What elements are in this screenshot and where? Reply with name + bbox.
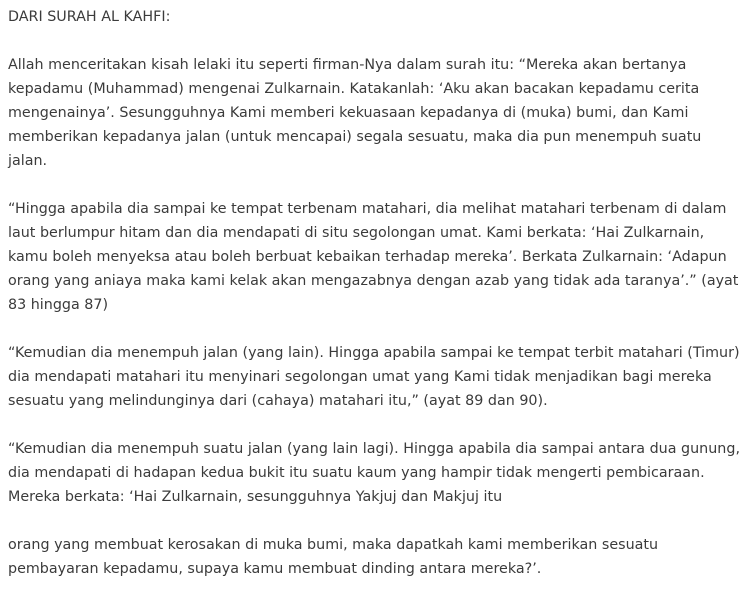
paragraph-two-mountains: “Kemudian dia menempuh suatu jalan (yang lain lagi). Hingga apabila dia sampai antara dua gunung, dia mendapati di hadapan kedua bukit itu suatu kaum yang hampir tidak mengerti pembicaraan. Mereka berkata: ‘Hai Zulkarnain, sesungguhnya Yakjuj dan Makjuj itu [8,441,740,505]
paragraph-sunrise: “Kemudian dia menempuh jalan (yang lain). Hingga apabila sampai ke tempat terbit matahari (Timur) dia mendapati matahari itu menyinari segolongan umat yang Kami tidak menjadikan bagi mereka sesuatu yang melindunginya dari (cahaya) matahari itu,” (ayat 89 dan 90). [8,345,740,409]
section-heading: DARI SURAH AL KAHFI: [8,9,171,25]
paragraph-sunset: “Hingga apabila dia sampai ke tempat terbenam matahari, dia melihat matahari terbenam di dalam laut berlumpur hitam dan dia mendapati di situ segolongan umat. Kami berkata: ‘Hai Zulkarnain, kamu boleh menyeksa atau boleh berbuat kebaikan terhadap mereka’. Berkata Zulkarnain: ‘Adapun orang yang aniaya maka kami kelak akan mengazabnya dengan azab yang tidak ada taranya’.” (ayat 83 hingga 87) [8,201,739,313]
article-body [8,5,740,581]
paragraph-wall-request: orang yang membuat kerosakan di muka bumi, maka dapatkah kami memberikan sesuatu pembayaran kepadamu, supaya kamu membuat dinding antara mereka?’. [8,537,659,577]
paragraph-intro: Allah menceritakan kisah lelaki itu seperti firman-Nya dalam surah itu: “Mereka akan bertanya kepadamu (Muhammad) mengenai Zulkarnain. Katakanlah: ‘Aku akan bacakan kepadamu cerita mengenainya’. Sesungguhnya Kami memberi kekuasaan kepadanya di (muka) bumi, dan Kami memberikan kepadanya jalan (untuk mencapai) segala sesuatu, maka dia pun menempuh suatu jalan. [8,57,702,169]
